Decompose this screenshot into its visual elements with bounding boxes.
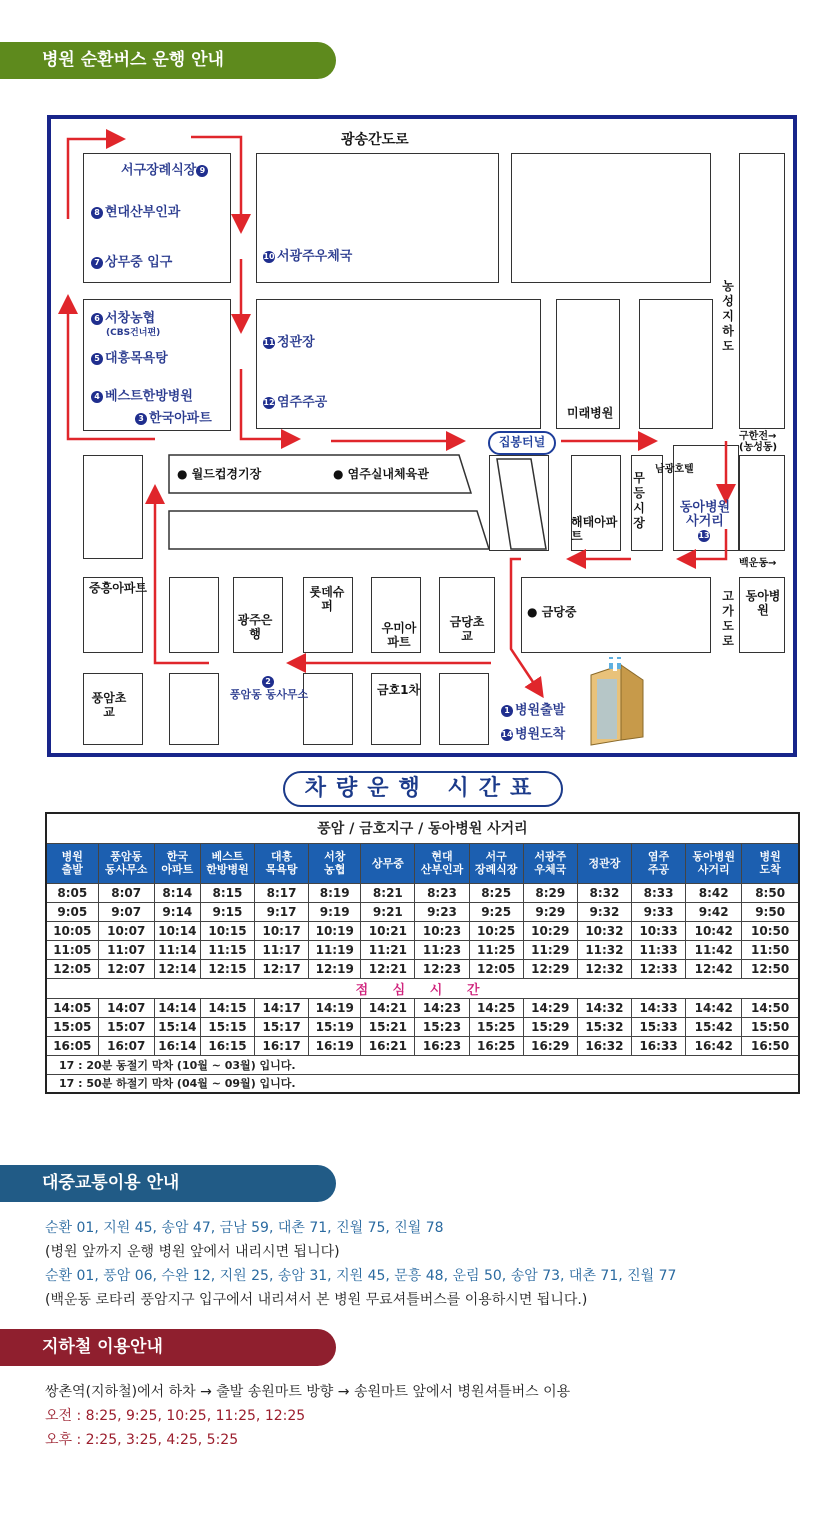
table-cell: 11:07: [98, 940, 154, 959]
table-cell: 9:21: [361, 902, 415, 921]
mudeung-market-label: 무등시장: [633, 471, 645, 530]
stop-3: 3 한국아파트: [135, 407, 212, 426]
table-cell: 14:14: [154, 998, 200, 1017]
table-cell: 14:19: [309, 998, 361, 1017]
table-cell: 10:05: [46, 921, 98, 940]
header-cell: 동아병원 사거리: [686, 843, 742, 883]
table-cell: 11:14: [154, 940, 200, 959]
table-cell: 16:21: [361, 1036, 415, 1055]
table-cell: 15:50: [742, 1017, 799, 1036]
table-cell: 12:05: [46, 959, 98, 978]
haetae-apt-label: 해태아파트: [571, 515, 618, 543]
table-cell: 12:19: [309, 959, 361, 978]
table-cell: 9:33: [631, 902, 685, 921]
note-row: [46, 1055, 799, 1074]
transit-line-3: 순환 01, 풍암 06, 수완 12, 지원 25, 송암 31, 지원 45, 문흥 48, 운림 50, 송암 73, 대촌 71, 진월 77: [45, 1268, 677, 1284]
table-cell: 11:17: [255, 940, 309, 959]
subway-line-2: 오전 : 8:25, 9:25, 10:25, 11:25, 12:25: [45, 1408, 306, 1424]
table-cell: 8:07: [98, 883, 154, 902]
table-cell: 8:42: [686, 883, 742, 902]
table-row: [46, 1036, 799, 1055]
timetable-title: 차량운행 시간표: [283, 771, 563, 807]
table-cell: 10:14: [154, 921, 200, 940]
lotte-super-label: 롯데슈퍼: [309, 585, 345, 613]
table-cell: 12:32: [577, 959, 631, 978]
table-cell: 8:17: [255, 883, 309, 902]
table-cell: 8:19: [309, 883, 361, 902]
table-cell: 14:23: [415, 998, 469, 1017]
table-cell: 8:23: [415, 883, 469, 902]
stop-4: 4 베스트한방병원: [91, 385, 193, 404]
table-cell: 10:32: [577, 921, 631, 940]
table-cell: 10:23: [415, 921, 469, 940]
table-cell: 10:25: [469, 921, 523, 940]
table-cell: 12:21: [361, 959, 415, 978]
stop-9: 서구장례식장 9: [121, 159, 210, 178]
header-cell: 베스트 한방병원: [200, 843, 254, 883]
pungam-es-label: 풍암초교: [91, 691, 127, 719]
geumdang-es-label: 금당초교: [449, 615, 485, 643]
gwangju-bank-label: 광주은행: [237, 613, 273, 641]
jipbong-tunnel-label: 집봉터널: [488, 431, 556, 455]
stop-5: 5 대흥목욕탕: [91, 347, 168, 366]
baekun-label: 백운동→: [739, 558, 777, 569]
table-cell: 10:15: [200, 921, 254, 940]
table-cell: 10:29: [523, 921, 577, 940]
table-cell: 8:50: [742, 883, 799, 902]
table-cell: 11:50: [742, 940, 799, 959]
table-cell: 15:29: [523, 1017, 577, 1036]
table-cell: 8:32: [577, 883, 631, 902]
header-cell: 풍암동 동사무소: [98, 843, 154, 883]
table-row: [46, 902, 799, 921]
table-cell: 12:05: [469, 959, 523, 978]
table-cell: 11:33: [631, 940, 685, 959]
stop-6-sub: (CBS건너편): [106, 328, 161, 338]
stop-13: 동아병원 사거리 13: [679, 500, 731, 540]
table-cell: 14:15: [200, 998, 254, 1017]
table-cell: 12:17: [255, 959, 309, 978]
table-cell: 9:14: [154, 902, 200, 921]
table-row: [46, 883, 799, 902]
header-cell: 한국 아파트: [154, 843, 200, 883]
table-cell: 11:32: [577, 940, 631, 959]
table-row: [46, 1017, 799, 1036]
table-cell: 15:25: [469, 1017, 523, 1036]
table-cell: 11:05: [46, 940, 98, 959]
route-map: [47, 115, 797, 757]
table-cell: 15:07: [98, 1017, 154, 1036]
table-cell: 8:33: [631, 883, 685, 902]
table-cell: 9:29: [523, 902, 577, 921]
table-cell: 9:17: [255, 902, 309, 921]
table-cell: 11:21: [361, 940, 415, 959]
table-cell: 8:21: [361, 883, 415, 902]
stop-6: 6 서창농협: [91, 307, 155, 326]
table-cell: 12:42: [686, 959, 742, 978]
stop-10: 10 서광주우체국: [263, 249, 353, 264]
table-cell: 14:42: [686, 998, 742, 1017]
table-cell: 16:19: [309, 1036, 361, 1055]
transit-line-2: (병원 앞까지 운행 병원 앞에서 내리시면 됩니다): [45, 1244, 340, 1260]
overpass-label: 고가도로: [722, 589, 734, 648]
transit-line-1: 순환 01, 지원 45, 송암 47, 금남 59, 대촌 71, 진월 75, 진월 78: [45, 1220, 444, 1236]
table-cell: 8:29: [523, 883, 577, 902]
header-cell: 정관장: [577, 843, 631, 883]
yeomju-gym-label: ● 염주실내체육관: [333, 467, 429, 481]
table-cell: 12:33: [631, 959, 685, 978]
table-cell: 14:50: [742, 998, 799, 1017]
umi-apt-label: 우미아파트: [381, 621, 417, 649]
table-cell: 8:15: [200, 883, 254, 902]
header-cell: 대흥 목욕탕: [255, 843, 309, 883]
table-cell: 15:14: [154, 1017, 200, 1036]
header-cell: 현대 산부인과: [415, 843, 469, 883]
table-cell: 9:42: [686, 902, 742, 921]
timetable: [45, 812, 800, 1094]
stop-2: 2 풍암동 동사무소: [229, 677, 309, 701]
table-cell: 16:05: [46, 1036, 98, 1055]
table-cell: 12:15: [200, 959, 254, 978]
header-cell: 서광주 우체국: [523, 843, 577, 883]
table-cell: 14:29: [523, 998, 577, 1017]
geumdang-ms-label: ● 금당중: [527, 605, 577, 619]
table-cell: 9:25: [469, 902, 523, 921]
header-cell: 상무중: [361, 843, 415, 883]
subway-line-1: 쌍촌역(지하철)에서 하차 → 출발 송원마트 방향 → 송원마트 앞에서 병원셔틀버스 이용: [45, 1384, 571, 1400]
timetable-header-row: [46, 843, 799, 883]
table-cell: 16:15: [200, 1036, 254, 1055]
table-cell: 16:25: [469, 1036, 523, 1055]
gu-hanjeon-label: 구한전→ (농성동): [739, 431, 778, 453]
table-cell: 14:05: [46, 998, 98, 1017]
table-cell: 16:23: [415, 1036, 469, 1055]
transit-line-4: (백운동 로타리 풍암지구 입구에서 내리셔서 본 병원 무료셔틀버스를 이용하시면 됩니다.): [45, 1292, 588, 1308]
stop-8: 8 현대산부인과: [91, 201, 180, 220]
table-cell: 16:14: [154, 1036, 200, 1055]
stop-12: 12 염주주공: [263, 395, 328, 410]
table-cell: 16:07: [98, 1036, 154, 1055]
table-cell: 15:21: [361, 1017, 415, 1036]
header-cell: 서창 농협: [309, 843, 361, 883]
table-cell: 12:50: [742, 959, 799, 978]
table-row: [46, 959, 799, 978]
table-cell: 8:05: [46, 883, 98, 902]
subway-section-banner: 지하철 이용안내: [0, 1329, 336, 1366]
timetable-body: [46, 883, 799, 1093]
note-row: [46, 1074, 799, 1093]
road-label-top: 광송간도로: [341, 132, 409, 148]
table-cell: 10:07: [98, 921, 154, 940]
table-cell: 9:07: [98, 902, 154, 921]
table-cell: 16:50: [742, 1036, 799, 1055]
table-cell: 10:21: [361, 921, 415, 940]
table-cell: 8:14: [154, 883, 200, 902]
table-cell: 11:42: [686, 940, 742, 959]
header-cell: 병원 출발: [46, 843, 98, 883]
header-cell: 서구 장례식장: [469, 843, 523, 883]
mirae-hospital-label: 미래병원: [567, 406, 614, 420]
geumho1-label: 금호1차: [377, 683, 421, 697]
table-cell: 14:07: [98, 998, 154, 1017]
table-cell: 12:29: [523, 959, 577, 978]
table-cell: 14:21: [361, 998, 415, 1017]
subway-line-3: 오후 : 2:25, 3:25, 4:25, 5:25: [45, 1432, 239, 1448]
table-cell: 15:17: [255, 1017, 309, 1036]
table-cell: 11:25: [469, 940, 523, 959]
table-cell: 15:15: [200, 1017, 254, 1036]
table-cell: 15:23: [415, 1017, 469, 1036]
stop-14: 14 병원도착: [501, 727, 566, 742]
stop-1: 1 병원출발: [501, 699, 565, 718]
table-cell: 16:32: [577, 1036, 631, 1055]
transit-section-banner: 대중교통이용 안내: [0, 1165, 336, 1202]
table-cell: 9:05: [46, 902, 98, 921]
table-row: [46, 940, 799, 959]
table-cell: 16:29: [523, 1036, 577, 1055]
table-cell: 12:14: [154, 959, 200, 978]
table-cell: 11:23: [415, 940, 469, 959]
table-cell: 9:15: [200, 902, 254, 921]
nongseong-underpass-label: 농성지하도: [722, 279, 734, 353]
stop-11: 11 정관장: [263, 335, 315, 350]
table-cell: 12:23: [415, 959, 469, 978]
bus-section-banner: 병원 순환버스 운행 안내: [0, 42, 336, 79]
table-cell: 10:19: [309, 921, 361, 940]
worldcup-label: ● 월드컵경기장: [177, 467, 262, 481]
table-row: [46, 921, 799, 940]
donga-hospital-label: 동아병원: [745, 589, 781, 617]
table-cell: 14:17: [255, 998, 309, 1017]
namgwang-hotel-label: 남광호텔: [655, 464, 694, 475]
table-cell: 15:05: [46, 1017, 98, 1036]
table-cell: 10:33: [631, 921, 685, 940]
table-cell: 11:29: [523, 940, 577, 959]
table-cell: 14:32: [577, 998, 631, 1017]
table-cell: 9:23: [415, 902, 469, 921]
table-cell: 15:32: [577, 1017, 631, 1036]
table-cell: 16:42: [686, 1036, 742, 1055]
table-cell: 10:42: [686, 921, 742, 940]
table-cell: 11:15: [200, 940, 254, 959]
stop-7: 7 상무중 입구: [91, 251, 172, 270]
table-cell: 12:07: [98, 959, 154, 978]
table-cell: 15:42: [686, 1017, 742, 1036]
table-cell: 9:50: [742, 902, 799, 921]
jungheung-apt-label: 중흥아파트: [89, 581, 147, 595]
table-cell: 15:19: [309, 1017, 361, 1036]
table-cell: 15:33: [631, 1017, 685, 1036]
table-cell: 16:17: [255, 1036, 309, 1055]
table-cell: 9:32: [577, 902, 631, 921]
table-cell: 16:33: [631, 1036, 685, 1055]
table-cell: 10:50: [742, 921, 799, 940]
lunch-row: [46, 978, 799, 998]
table-cell: 8:25: [469, 883, 523, 902]
table-cell: 10:17: [255, 921, 309, 940]
table-cell: 9:19: [309, 902, 361, 921]
lunch-label: 점 심 시 간: [46, 978, 799, 998]
table-row: [46, 998, 799, 1017]
timetable-caption: 풍암 / 금호지구 / 동아병원 사거리: [46, 813, 799, 843]
hospital-building-icon: [571, 655, 651, 750]
table-cell: 14:25: [469, 998, 523, 1017]
table-cell: 14:33: [631, 998, 685, 1017]
note-text: 17 : 50분 하절기 막차 (04월 ~ 09월) 입니다.: [46, 1074, 799, 1093]
note-text: 17 : 20분 동절기 막차 (10월 ~ 03월) 입니다.: [46, 1055, 799, 1074]
header-cell: 병원 도착: [742, 843, 799, 883]
header-cell: 염주 주공: [631, 843, 685, 883]
table-cell: 11:19: [309, 940, 361, 959]
